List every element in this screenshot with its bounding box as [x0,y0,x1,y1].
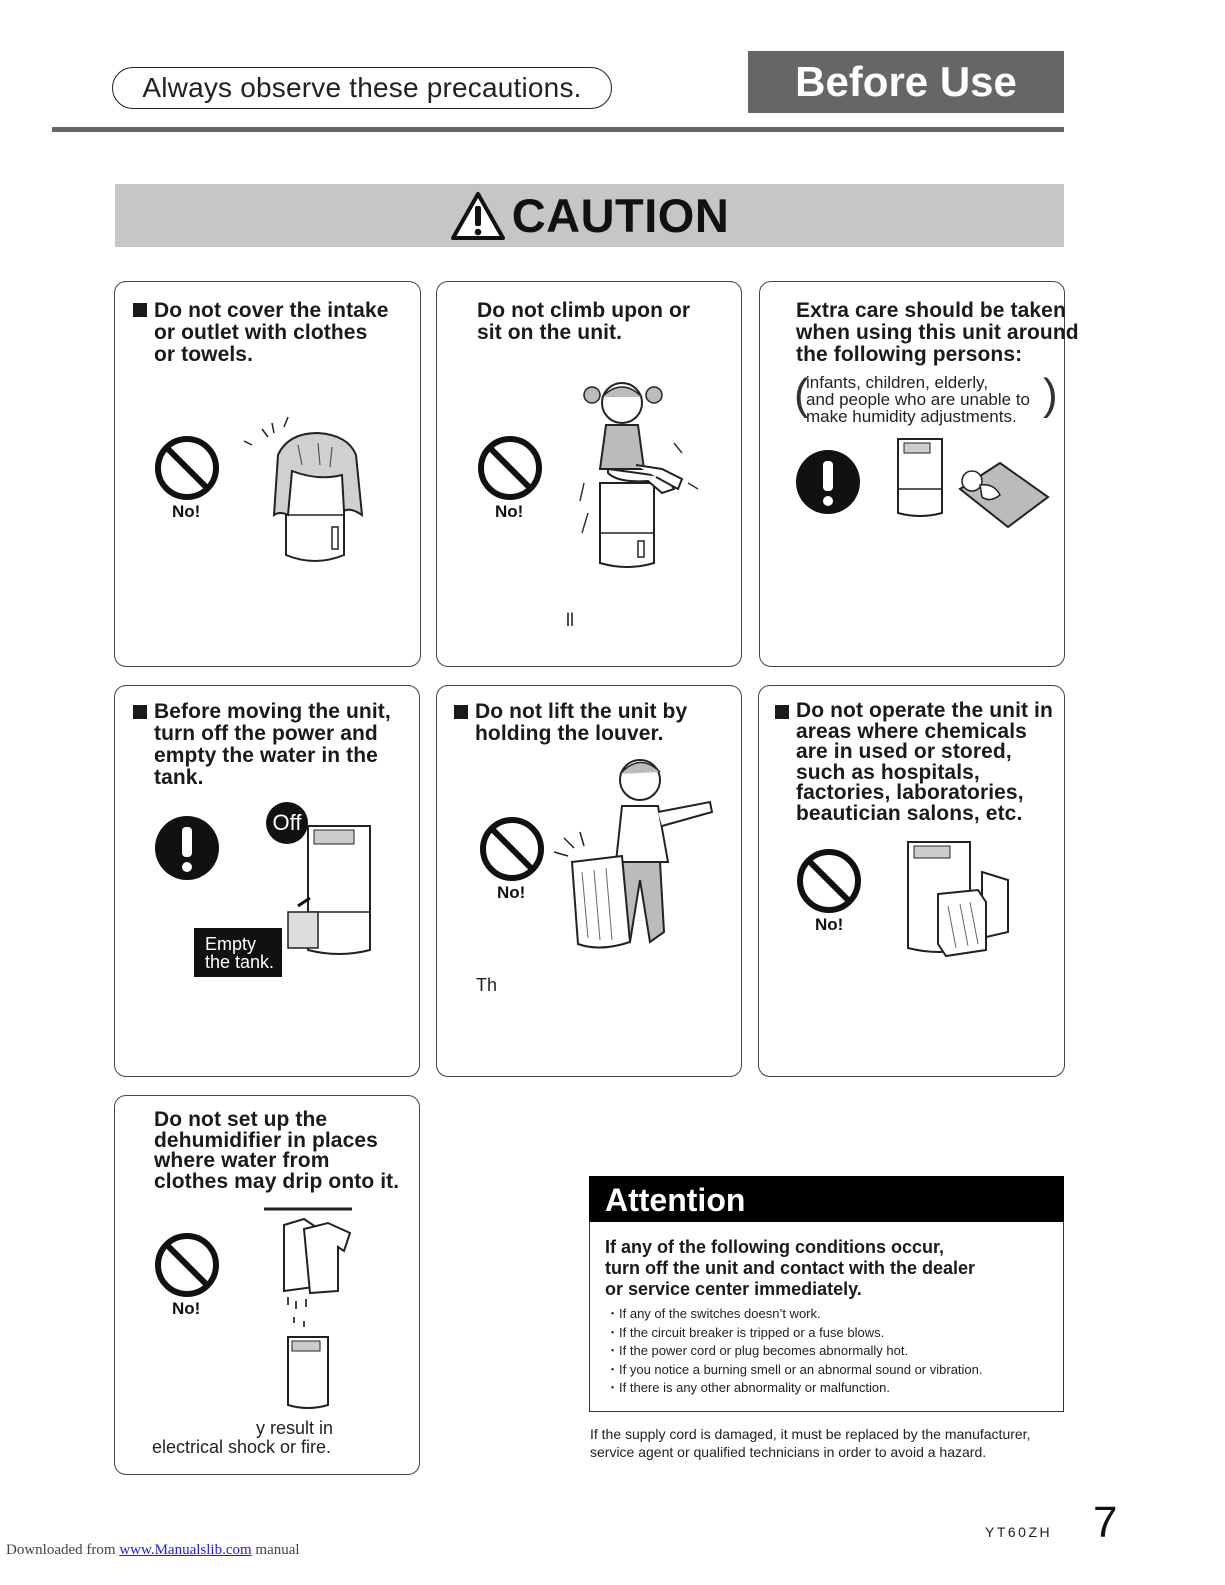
caution-title: CAUTION [511,189,730,242]
bullet-marker [775,705,789,719]
panel-title: Before moving the unit, turn off the power and empty the water in the tank. [154,700,391,789]
partial-text: ll [566,610,574,630]
off-label: Off [272,810,302,835]
covered-unit-illustration [258,415,368,575]
attention-lead: If any of the following conditions occur, turn off the unit and contact with the dealer or service center immediately. [605,1237,976,1299]
partial-text-line: y result in [256,1418,334,1438]
prohibited-icon [154,435,220,501]
mandatory-icon [795,449,861,515]
caution-banner [115,184,1064,247]
prohibited-icon [796,848,862,914]
list-item: ・ If you notice a burning smell or an abnormal sound or vibration. [606,1361,983,1380]
no-sign-label: No! [172,1299,201,1318]
partial-text-line: electrical shock or fire. [152,1437,332,1457]
no-sign-label: No! [497,883,526,902]
bullet-marker [133,705,147,719]
header-divider [52,127,1064,132]
empty-tank-label: Empty the tank. [194,928,282,977]
prohibited-icon [477,435,543,501]
section-title: Before Use [748,51,1064,113]
precautions-heading: Always observe these precautions. [112,67,612,109]
list-item: ・ If there is any other abnormality or malfunction. [606,1379,983,1398]
no-sign-label: No! [495,502,524,521]
prohibited-icon [479,816,545,882]
model-code: YT60ZH [985,1524,1053,1540]
panel-title: Do not climb upon or sit on the unit. [477,299,691,344]
page-number: 7 [1093,1498,1118,1547]
bullet-marker [133,303,147,317]
list-item: ・ If the circuit breaker is tripped or a fuse blows. [606,1324,983,1343]
man-lifting-unit-illustration [560,752,720,962]
partial-text: Th [476,975,498,995]
panel-title: Do not operate the unit in areas where chemicals are in used or stored, such as hospitals, factories, laboratories, beautician salons, etc. [796,699,1053,825]
child-on-unit-illustration [578,373,708,568]
list-item: ・ If the power cord or plug becomes abnormally hot. [606,1342,983,1361]
supply-cord-note: If the supply cord is damaged, it must be replaced by the manufacturer, service agent or qualified technicians in order to avoid a hazard. [590,1426,1031,1460]
list-item: ・ If any of the switches doesn’t work. [606,1305,983,1324]
warning-triangle-icon [450,191,506,241]
mandatory-icon [154,815,220,881]
manualslib-link[interactable]: www.Manualslib.com [119,1542,252,1558]
dripping-clothes-illustration [264,1205,364,1410]
attention-title: Attention [589,1176,1064,1222]
persons-note: infants, children, elderly, and people who are unable to make humidity adjustments. [806,373,1031,426]
panel-title: Extra care should be taken when using this unit around the following persons: [796,299,1079,366]
panel-title: Do not set up the dehumidifier in places where water from clothes may drip onto it. [154,1108,400,1193]
panel-title: Do not cover the intake or outlet with clothes or towels. [154,299,389,366]
unit-and-infant-illustration [890,433,1060,523]
unit-and-chemicals-illustration [904,832,1014,962]
panel-title: Do not lift the unit by holding the louver. [475,700,688,745]
attention-list [606,1305,983,1398]
no-sign-label: No! [172,502,201,521]
download-footer: Downloaded from www.Manualslib.com manual [6,1542,300,1558]
prohibited-icon [154,1232,220,1298]
bullet-marker [454,705,468,719]
no-sign-label: No! [815,915,844,934]
